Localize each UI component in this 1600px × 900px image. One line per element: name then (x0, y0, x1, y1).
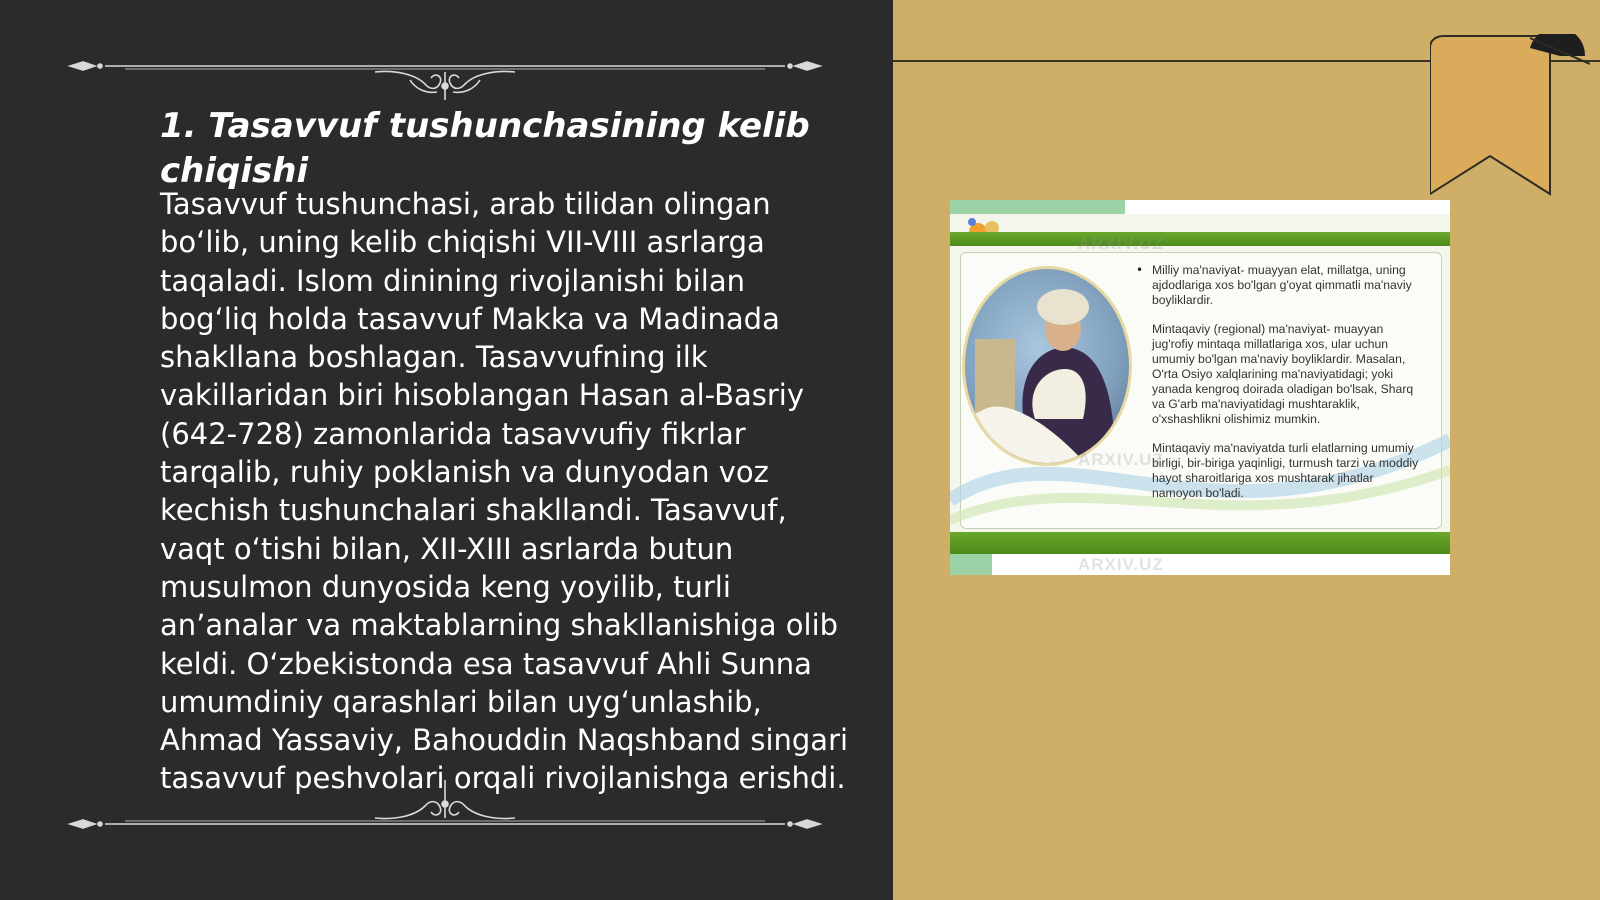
filigree-divider-icon (65, 780, 825, 830)
watermark: ARXIV.UZ (1078, 234, 1164, 253)
image-paragraph: Mintaqaviy (regional) ma'naviyat- muayyan jug'rofiy mintaqa millatlariga xos, ular uchun umumiy bo'lgan ma'naviy boyliklardir. Masalan, O'rta Osiyo xalqlarining ma'naviyatidagi; yoki yanada kengroq doirada oladigan bo'lsak, Sharq va G'arb ma'naviyatidagi mushtaraklik, o'xshashlikni olishimiz mumkin. (1152, 322, 1414, 426)
image-paragraph: Milliy ma'naviyat- muayyan elat, millatga, uning ajdodlariga xos bo'lgan g'oyat qimmatli ma'naviy boyliklardir. (1152, 263, 1412, 307)
portrait-figure-icon (965, 269, 1129, 463)
green-band-top (950, 232, 1450, 246)
image-top-strip-light (1125, 200, 1450, 214)
filigree-divider-icon (65, 50, 825, 100)
image-paragraph: Mintaqaviy ma'naviyatda turli elatlarning umumiy birligi, bir-biriga yaqinligi, turmush tarzi va moddiy hayot sharoitlariga xos mushtarak jihatlar namoyon bo'ladi. (1152, 441, 1419, 500)
green-band-bottom (950, 532, 1450, 554)
slide-title: 1. Tasavvuf tushunchasining kelib chiqishi (160, 106, 810, 191)
image-bottom-strip (950, 554, 1450, 575)
image-bottom-strip-accent (950, 554, 992, 575)
image-text-block (1152, 263, 1427, 515)
portrait-image (962, 266, 1132, 466)
bullet-dot-icon: • (1136, 263, 1144, 277)
embedded-slide-image (950, 200, 1450, 575)
bookmark-ribbon-icon (1430, 34, 1590, 204)
watermark: ARXIV.UZ (1078, 450, 1164, 469)
slide-body-text: Tasavvuf tushunchasi, arab tilidan olingan bo‘lib, uning kelib chiqishi VII-VIII asrlarga taqaladi. Islom dinining rivojlanishi bilan bog‘liq holda tasavvuf Makka va Madinada shakllana boshlagan. Tasavvufning ilk vakillaridan biri hisoblangan Hasan al-Basriy (642-728) zamonlarida tasavvufiy fikrlar tarqalib, ruhiy poklanish va dunyodan voz kechish tushunchalari shakllandi. Tasavvuf, vaqt o‘tishi bilan, XII-XIII asrlarda butun musulmon dunyosida keng yoyilib, turli an’analar va maktablarning shakllanishiga olib keldi. O‘zbekistonda esa tasavvuf Ahli Sunna umumdiniy qarashlari bilan uyg‘unlashib, Ahmad Yassaviy, Bahouddin Naqshband singari tasavvuf peshvolari orqali rivojlanishga erishdi. (160, 187, 849, 796)
watermark: ARXIV.UZ (1078, 555, 1164, 574)
